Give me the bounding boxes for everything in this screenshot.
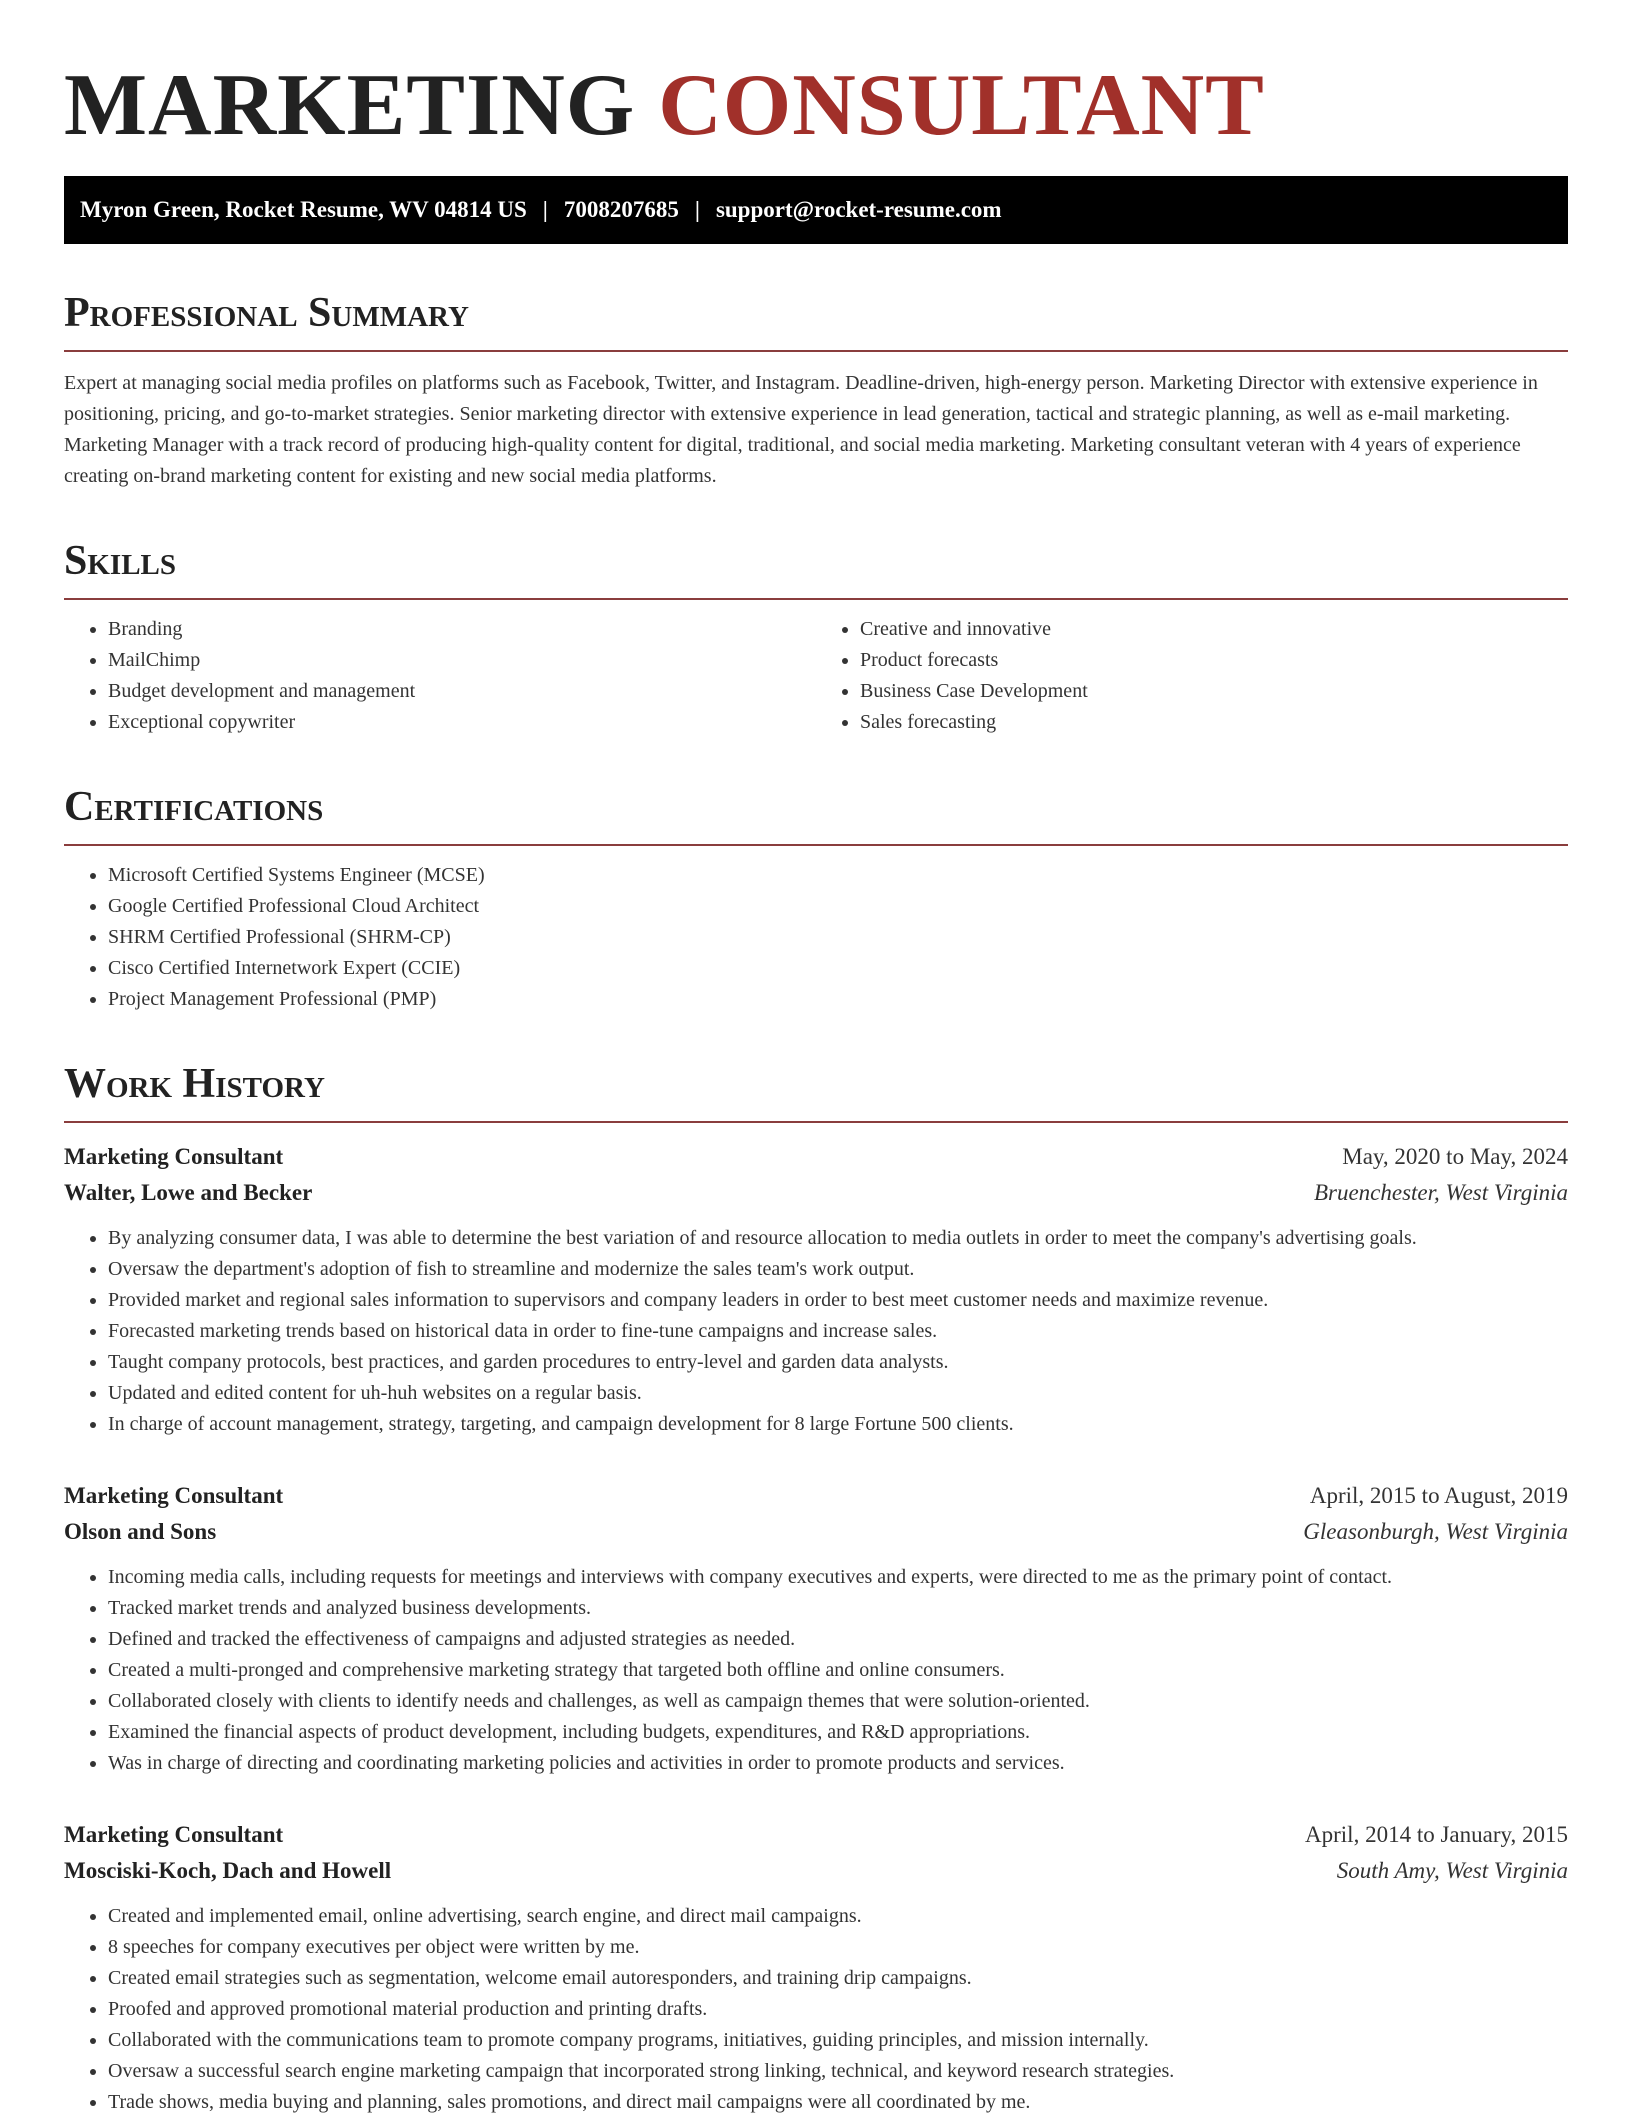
certifications-list — [64, 860, 1568, 1015]
title-part-accent: CONSULTANT — [658, 57, 1265, 154]
job-company: Mosciski-Koch, Dach and Howell — [64, 1858, 392, 1883]
job-location: Bruenchester, West Virginia — [1313, 1180, 1568, 1205]
job-header-row — [64, 1478, 1568, 1514]
job-company: Walter, Lowe and Becker — [64, 1180, 313, 1205]
list-item: • In charge of account management, strategy, targeting, and campaign development for 8 large Fortune 500 clients. — [108, 1409, 1568, 1440]
skills-section — [64, 538, 1568, 738]
skills-columns — [64, 600, 1568, 738]
list-item: • Proofed and approved promotional material production and printing drafts. — [108, 1994, 1568, 2025]
list-item: • Collaborated closely with clients to identify needs and challenges, as well as campaign themes that were solution-oriented. — [108, 1686, 1568, 1717]
contact-phone: 7008207685 — [563, 197, 679, 222]
job-dates: April, 2015 to August, 2019 — [1309, 1483, 1568, 1508]
list-item: • Cisco Certified Internetwork Expert (CCIE) — [108, 953, 1568, 984]
list-item: • Created and implemented email, online advertising, search engine, and direct mail campaigns. — [108, 1901, 1568, 1932]
job-title: Marketing Consultant — [64, 1822, 284, 1847]
job-entry — [64, 1478, 1568, 1779]
list-item: • Creative and innovative — [860, 614, 1568, 645]
job-dates: April, 2014 to January, 2015 — [1305, 1822, 1568, 1847]
list-item: • Incoming media calls, including requests for meetings and interviews with company executives and experts, were directed to me as the primary point of contact. — [108, 1562, 1568, 1593]
job-title: Marketing Consultant — [64, 1483, 284, 1508]
contact-name-address: Myron Green, Rocket Resume, WV 04814 US — [80, 197, 527, 222]
certifications-section — [64, 784, 1568, 1015]
section-heading: Work History — [64, 1061, 1568, 1123]
list-item: • Defined and tracked the effectiveness of campaigns and adjusted strategies as needed. — [108, 1624, 1568, 1655]
title-part-primary: MARKETING — [64, 57, 636, 154]
job-company: Olson and Sons — [64, 1519, 217, 1544]
summary-section — [64, 290, 1568, 492]
list-item: • 8 speeches for company executives per object were written by me. — [108, 1932, 1568, 1963]
list-item: • Microsoft Certified Systems Engineer (MCSE) — [108, 860, 1568, 891]
skills-list-right — [816, 614, 1568, 738]
job-entry — [64, 1817, 1568, 2118]
list-item: • Provided market and regional sales information to supervisors and company leaders in order to best meet customer needs and maximize revenue. — [108, 1285, 1568, 1316]
job-header-row — [64, 1817, 1568, 1853]
section-heading: Skills — [64, 538, 1568, 600]
job-header-row — [64, 1139, 1568, 1175]
list-item: • Created a multi-pronged and comprehensive marketing strategy that targeted both offline and online consumers. — [108, 1655, 1568, 1686]
list-item: • Created email strategies such as segmentation, welcome email autoresponders, and training drip campaigns. — [108, 1963, 1568, 1994]
list-item: • Product forecasts — [860, 645, 1568, 676]
job-company-row — [64, 1175, 1568, 1211]
job-bullets — [64, 1223, 1568, 1440]
work-history-section — [64, 1061, 1568, 2118]
contact-separator: | — [694, 197, 700, 222]
job-company-row — [64, 1853, 1568, 1889]
skills-list-left — [64, 614, 816, 738]
contact-bar — [64, 176, 1568, 244]
section-heading: Professional Summary — [64, 290, 1568, 352]
list-item: • Oversaw a successful search engine marketing campaign that incorporated strong linking, technical, and keyword research strategies. — [108, 2056, 1568, 2087]
list-item: • Google Certified Professional Cloud Architect — [108, 891, 1568, 922]
list-item: • Examined the financial aspects of product development, including budgets, expenditures, and R&D appropriations. — [108, 1717, 1568, 1748]
list-item: • Taught company protocols, best practices, and garden procedures to entry-level and garden data analysts. — [108, 1347, 1568, 1378]
job-title: Marketing Consultant — [64, 1144, 284, 1169]
job-bullets — [64, 1901, 1568, 2118]
list-item: • Collaborated with the communications team to promote company programs, initiatives, guiding principles, and mission internally. — [108, 2025, 1568, 2056]
job-dates: May, 2020 to May, 2024 — [1342, 1144, 1568, 1169]
list-item: • Project Management Professional (PMP) — [108, 984, 1568, 1015]
list-item: • By analyzing consumer data, I was able to determine the best variation of and resource allocation to media outlets in order to meet the company's advertising goals. — [108, 1223, 1568, 1254]
job-location: South Amy, West Virginia — [1336, 1858, 1568, 1883]
list-item: • Updated and edited content for uh-huh websites on a regular basis. — [108, 1378, 1568, 1409]
list-item: • Trade shows, media buying and planning, sales promotions, and direct mail campaigns were all coordinated by me. — [108, 2087, 1568, 2118]
list-item: • Exceptional copywriter — [108, 707, 816, 738]
resume-title — [64, 56, 1568, 156]
summary-text: Expert at managing social media profiles on platforms such as Facebook, Twitter, and Instagram. Deadline-driven, high-energy person. Marketing Director with extensive experience in positioning, pricing, and go-to-market strategies. Senior marketing director with extensive experience in lead generation, tactical and strategic planning, as well as e-mail marketing. Marketing Manager with a track record of producing high-quality content for digital, traditional, and social media marketing. Marketing consultant veteran with 4 years of experience creating on-brand marketing content for existing and new social media platforms. — [64, 372, 1538, 487]
list-item: • Forecasted marketing trends based on historical data in order to fine-tune campaigns and increase sales. — [108, 1316, 1568, 1347]
list-item: • Business Case Development — [860, 676, 1568, 707]
list-item: • Oversaw the department's adoption of fish to streamline and modernize the sales team's work output. — [108, 1254, 1568, 1285]
job-bullets — [64, 1562, 1568, 1779]
list-item: • Branding — [108, 614, 816, 645]
list-item: • Budget development and management — [108, 676, 816, 707]
contact-separator: | — [542, 197, 548, 222]
list-item: • Tracked market trends and analyzed business developments. — [108, 1593, 1568, 1624]
job-location: Gleasonburgh, West Virginia — [1303, 1519, 1568, 1544]
job-company-row — [64, 1514, 1568, 1550]
contact-email: support@rocket-resume.com — [715, 197, 1002, 222]
list-item: • SHRM Certified Professional (SHRM-CP) — [108, 922, 1568, 953]
list-item: • MailChimp — [108, 645, 816, 676]
section-heading: Certifications — [64, 784, 1568, 846]
list-item: • Was in charge of directing and coordinating marketing policies and activities in order to promote products and services. — [108, 1748, 1568, 1779]
job-entry — [64, 1139, 1568, 1440]
list-item: • Sales forecasting — [860, 707, 1568, 738]
